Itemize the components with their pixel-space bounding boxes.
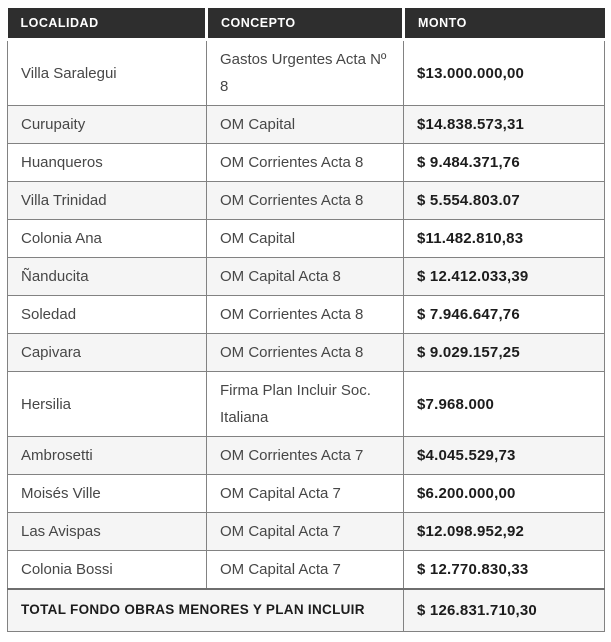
monto-cell: $14.838.573,31 xyxy=(404,106,605,144)
table-row xyxy=(8,258,605,296)
monto-cell: $4.045.529,73 xyxy=(404,437,605,475)
monto-cell: $ 12.770.830,33 xyxy=(404,551,605,590)
localidad-cell: Hersilia xyxy=(8,372,207,437)
table-row xyxy=(8,182,605,220)
localidad-cell: Soledad xyxy=(8,296,207,334)
concepto-cell: Gastos Urgentes Acta Nº 8 xyxy=(207,40,404,106)
localidad-cell: Las Avispas xyxy=(8,513,207,551)
concepto-cell: OM Capital Acta 7 xyxy=(207,475,404,513)
monto-cell: $6.200.000,00 xyxy=(404,475,605,513)
table-row xyxy=(8,296,605,334)
localidad-cell: Colonia Ana xyxy=(8,220,207,258)
localidad-cell: Curupaity xyxy=(8,106,207,144)
total-row xyxy=(8,589,605,632)
localidad-cell: Ambrosetti xyxy=(8,437,207,475)
concepto-cell: OM Corrientes Acta 8 xyxy=(207,334,404,372)
table-row xyxy=(8,106,605,144)
table-row xyxy=(8,220,605,258)
localidad-cell: Moisés Ville xyxy=(8,475,207,513)
localidad-cell: Ñanducita xyxy=(8,258,207,296)
localidad-cell: Huanqueros xyxy=(8,144,207,182)
table-row xyxy=(8,437,605,475)
localidad-cell: Villa Trinidad xyxy=(8,182,207,220)
concepto-cell: OM Capital Acta 7 xyxy=(207,551,404,590)
table-header xyxy=(8,8,605,40)
concepto-cell: OM Corrientes Acta 7 xyxy=(207,437,404,475)
monto-cell: $ 5.554.803.07 xyxy=(404,182,605,220)
monto-cell: $11.482.810,83 xyxy=(404,220,605,258)
column-header-localidad: LOCALIDAD xyxy=(8,8,207,40)
localidad-cell: Villa Saralegui xyxy=(8,40,207,106)
concepto-cell: OM Corrientes Acta 8 xyxy=(207,144,404,182)
table-row xyxy=(8,372,605,437)
concepto-cell: Firma Plan Incluir Soc. Italiana xyxy=(207,372,404,437)
table-row xyxy=(8,334,605,372)
table-row xyxy=(8,40,605,106)
concepto-cell: OM Capital Acta 7 xyxy=(207,513,404,551)
total-monto-cell: $ 126.831.710,30 xyxy=(404,589,605,632)
concepto-cell: OM Capital xyxy=(207,220,404,258)
table-body xyxy=(8,40,605,590)
table-footer xyxy=(8,589,605,632)
monto-cell: $ 9.484.371,76 xyxy=(404,144,605,182)
localidad-cell: Colonia Bossi xyxy=(8,551,207,590)
column-header-monto: MONTO xyxy=(404,8,605,40)
monto-cell: $ 12.412.033,39 xyxy=(404,258,605,296)
table-row xyxy=(8,513,605,551)
table-row xyxy=(8,475,605,513)
column-header-concepto: CONCEPTO xyxy=(207,8,404,40)
monto-cell: $ 9.029.157,25 xyxy=(404,334,605,372)
concepto-cell: OM Corrientes Acta 8 xyxy=(207,182,404,220)
concepto-cell: OM Corrientes Acta 8 xyxy=(207,296,404,334)
monto-cell: $7.968.000 xyxy=(404,372,605,437)
total-label-cell: TOTAL FONDO OBRAS MENORES Y PLAN INCLUIR xyxy=(8,589,404,632)
localidad-cell: Capivara xyxy=(8,334,207,372)
header-row xyxy=(8,8,605,40)
monto-cell: $12.098.952,92 xyxy=(404,513,605,551)
table-row xyxy=(8,144,605,182)
funds-table xyxy=(7,8,605,632)
concepto-cell: OM Capital xyxy=(207,106,404,144)
table-row xyxy=(8,551,605,590)
monto-cell: $ 7.946.647,76 xyxy=(404,296,605,334)
concepto-cell: OM Capital Acta 8 xyxy=(207,258,404,296)
monto-cell: $13.000.000,00 xyxy=(404,40,605,106)
